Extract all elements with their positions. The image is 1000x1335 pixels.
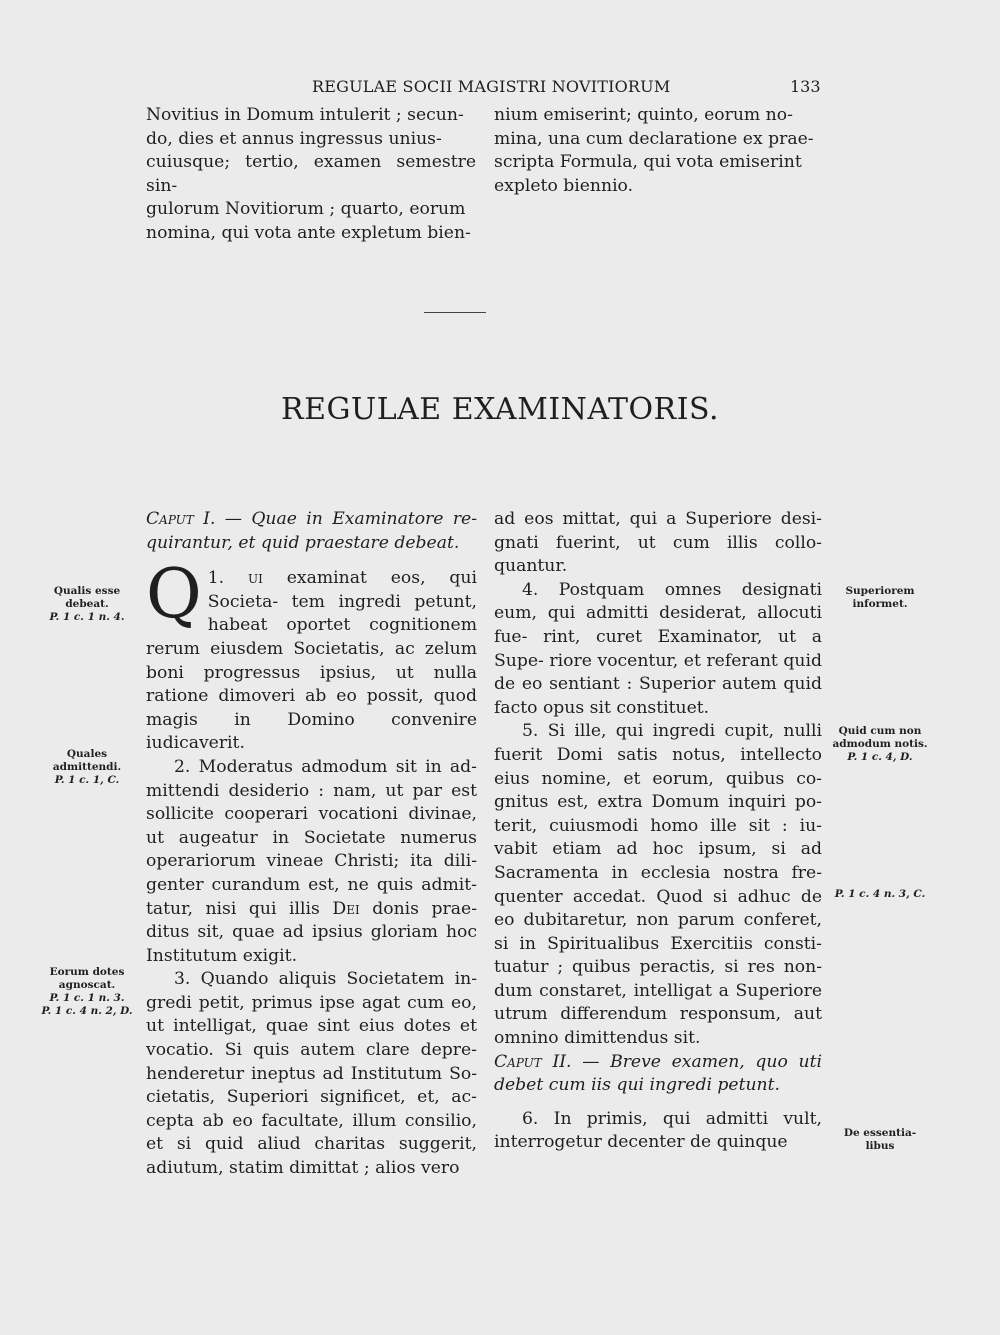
paragraph-text: 2. Moderatus admodum sit in ad- mittendi desiderio : nam, ut par est sollicite cooperari vocationi divinae, ut augeatur in Societate numerus operariorum vineae Christi; ita dili- genter curandum est, ne quis admit- tatur, nisi qui illis bbox=[146, 756, 477, 919]
margin-note-ref: P. 1 c. 4, D. bbox=[847, 751, 913, 763]
margin-note-text: De essentia- libus bbox=[843, 1127, 917, 1152]
text-line: do, dies et annus ingressus unius- bbox=[146, 128, 442, 149]
paragraph-text: donis prae- ditus sit, quae ad ipsius gloriam hoc Institutum exigit. bbox=[146, 898, 478, 966]
paragraph-2 bbox=[146, 756, 477, 968]
caput-1-heading bbox=[146, 508, 477, 555]
margin-note bbox=[830, 585, 930, 611]
paragraph-number: 1. bbox=[207, 568, 225, 589]
paragraph-3-continued: ad eos mittat, qui a Superiore desi- gnati fuerint, ut cum illis collo- quantur. bbox=[494, 509, 822, 577]
margin-note-text: Quid cum non admodum notis. bbox=[832, 725, 928, 750]
text-line: mina, una cum declaratione ex prae- bbox=[494, 128, 814, 149]
caput-label: Caput I. bbox=[146, 509, 216, 529]
left-column bbox=[146, 508, 477, 1181]
margin-note-text: Qualis esse debeat. bbox=[53, 585, 121, 610]
caput-2-heading bbox=[494, 1051, 822, 1098]
margin-note-ref: P. 1 c. 4 n. 3, C. bbox=[834, 888, 926, 900]
margin-note-ref: P. 1 c. 1 n. 3. bbox=[49, 992, 125, 1004]
margin-note-text: Eorum dotes agnoscat. bbox=[49, 966, 125, 991]
text-line: Novitius in Domum intulerit ; secun- bbox=[146, 105, 464, 125]
caput-title: — Quae in Examinatore re- quirantur, et quid praestare debeat. bbox=[146, 509, 478, 553]
margin-note-ref: P. 1 c. 1 n. 4. bbox=[49, 611, 125, 623]
margin-note bbox=[36, 966, 138, 1018]
margin-note bbox=[36, 585, 138, 624]
drop-cap: Q bbox=[146, 555, 202, 635]
text-line: nium emiserint; quinto, eorum no- bbox=[494, 105, 793, 125]
small-caps-word: Dei bbox=[332, 898, 360, 919]
margin-note-text: Superiorem informet. bbox=[845, 585, 915, 610]
margin-note bbox=[830, 888, 930, 901]
page-number: 133 bbox=[790, 77, 821, 96]
text-line: gulorum Novitiorum ; quarto, eorum bbox=[146, 199, 466, 220]
margin-note bbox=[830, 725, 930, 764]
text-line: scripta Formula, qui vota emiserint bbox=[494, 152, 802, 173]
paragraph-4: 4. Postquam omnes designati eum, qui admitti desiderat, allocuti fue- rint, curet Examinator, ut a Supe- riore vocentur, et referant quid de eo sentiant : Superior autem quid facto opus sit constituet. bbox=[494, 579, 822, 718]
small-caps-word: ui bbox=[248, 568, 263, 589]
text-line: expleto biennio. bbox=[494, 175, 634, 196]
paragraph-5: 5. Si ille, qui ingredi cupit, nulli fuerit Domi satis notus, intellecto eius nomine, et eorum, quibus co- gnitus est, extra Domum inquiri po- terit, cuiusmodi homo ille sit : iu- vabit etiam ad hoc ipsum, si ad Sacramenta in ecclesia nostra fre- quenter accedat. Quod si adhuc de eo dubitaretur, non parum conferet, si in Spiritualibus Exercitiis consti- tuatur ; quibus peractis, si res non- dum constaret, intelligat a Superiore utrum differendum responsum, aut omnino dimittendus sit. bbox=[494, 721, 822, 1049]
paragraph-6: 6. In primis, qui admitti vult, interrogetur decenter de quinque bbox=[494, 1108, 822, 1153]
paragraph-text: examinat eos, qui Societa- tem ingredi petunt, habeat oportet cognitionem rerum eiusdem Societatis, ac zelum boni progressus ipsius, ut nulla ratione dimoveri ab eo possit, quod magis in Domino convenire iudicaverit. bbox=[146, 568, 477, 754]
section-title: REGULAE EXAMINATORIS. bbox=[280, 392, 719, 427]
paragraph-1 bbox=[146, 555, 477, 756]
margin-note-text: Quales admittendi. bbox=[52, 748, 122, 773]
section-divider bbox=[424, 312, 486, 313]
right-column bbox=[494, 508, 822, 1155]
top-left-text bbox=[146, 104, 476, 246]
text-line: cuiusque; tertio, examen semestre sin- bbox=[146, 152, 476, 196]
caput-label: Caput II. bbox=[494, 1051, 572, 1072]
top-right-text bbox=[494, 104, 822, 198]
margin-note-ref: P. 1 c. 4 n. 2, D. bbox=[41, 1005, 133, 1017]
margin-note-ref: P. 1 c. 1, C. bbox=[54, 774, 120, 786]
margin-note bbox=[36, 748, 138, 787]
margin-note bbox=[830, 1127, 930, 1153]
text-line: nomina, qui vota ante expletum bien- bbox=[146, 222, 471, 243]
running-title: REGULAE SOCII MAGISTRI NOVITIORUM bbox=[312, 77, 671, 96]
caput-title: — Breve examen, quo uti debet cum iis qui ingredi petunt. bbox=[494, 1051, 822, 1096]
paragraph-3: 3. Quando aliquis Societatem in- gredi petit, primus ipse agat cum eo, ut intelligat, quae sint eius dotes et vocatio. Si quis autem clare depre- henderetur ineptus ad Institutum So- cietatis, Superiori significet, et, ac- cepta ab eo facultate, illum consilio, et si quid aliud charitas suggerit, adiutum, statim dimittat ; alios vero bbox=[146, 969, 477, 1179]
